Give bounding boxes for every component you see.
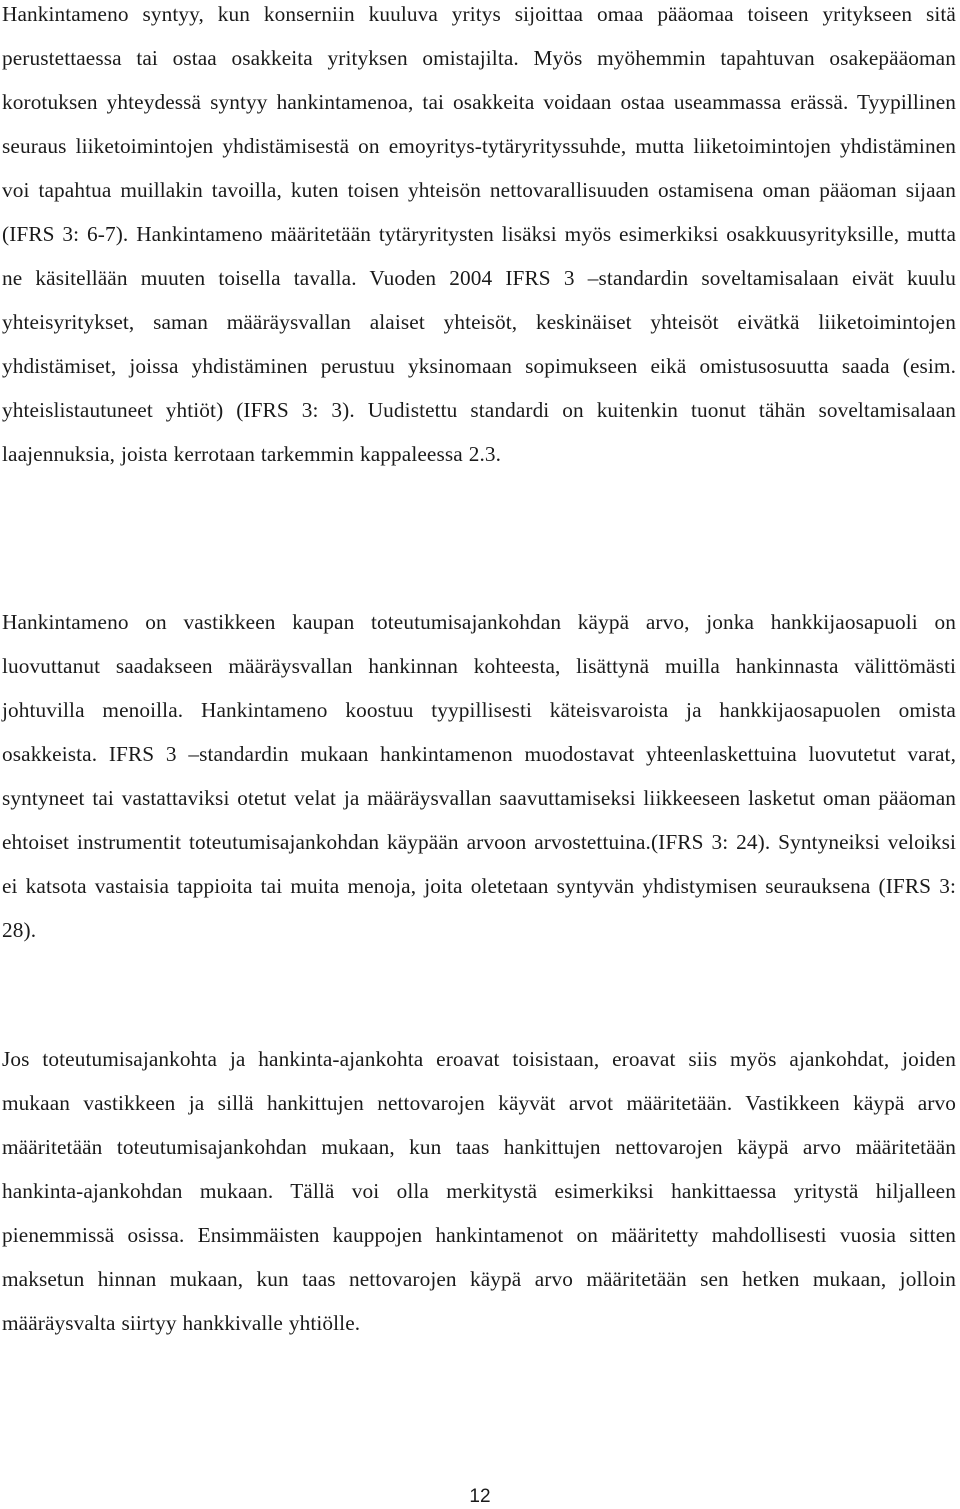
paragraph-acquisition-cost-origin: Hankintameno syntyy, kun konserniin kuuluva yritys sijoittaa omaa pääomaa toiseen yritykseen sitä perustettaessa tai ostaa osakkeita yrityksen omistajilta. Myös myöhemmin tapahtuvan osakepääoman korotuksen yhteydessä syntyy hankintamenoa, tai osakkeita voidaan ostaa useammassa erässä. Tyypillinen seuraus liiketoimintojen yhdistämisestä on emoyritys-tytäryrityssuhde, mutta liiketoimintojen yhdistäminen voi tapahtua muillakin tavoilla, kuten toisen yhteisön nettovarallisuuden ostamisena oman pääoman sijaan (IFRS 3: 6-7). Hankintameno määritetään tytäryritysten lisäksi myös esimerkiksi osakkuusyrityksille, mutta ne käsitellään muuten toisella tavalla. Vuoden 2004 IFRS 3 –standardin soveltamisalaan eivät kuulu yhteisyritykset, saman määräysvallan alaiset yhteisöt, keskinäiset yhteisöt eivätkä liiketoimintojen yhdistämiset, joissa yhdistäminen perustuu yksinomaan sopimukseen eikä omistusosuutta saada (esim. yhteislistautuneet yhtiöt) (IFRS 3: 3). Uudistettu standardi on kuitenkin tuonut tähän soveltamisalaan laajennuksia, joista kerrotaan tarkemmin kappaleessa 2.3. [2,2,956,466]
paragraph-acquisition-cost-definition: Hankintameno on vastikkeen kaupan toteutumisajankohdan käypä arvo, jonka hankkijaosapuoli on luovuttanut saadakseen määräysvallan hankinnan kohteesta, lisättynä muilla hankinnasta välittömästi johtuvilla menoilla. Hankintameno koostuu tyypillisesti käteisvaroista ja hankkijaosapuolen omista osakkeista. IFRS 3 –standardin mukaan hankintamenon muodostavat yhteenlaskettuina luovutetut varat, syntyneet tai vastattaviksi otetut velat ja määräysvallan saavuttamiseksi liikkeeseen lasketut oman pääoman ehtoiset instrumentit toteutumisajankohdan käypään arvoon arvostettuina.(IFRS 3: 24). Syntyneiksi veloiksi ei katsota vastaisia tappioita tai muita menoja, joita oletetaan syntyvän yhdistymisen seurauksena (IFRS 3: 28). [2,610,956,942]
paragraph-acquisition-dates: Jos toteutumisajankohta ja hankinta-ajankohta eroavat toisistaan, eroavat siis myös ajankohdat, joiden mukaan vastikkeen ja sillä hankittujen nettovarojen käyvät arvot määritetään. Vastikkeen käypä arvo määritetään toteutumisajankohdan mukaan, kun taas hankittujen nettovarojen käypä arvo määritetään hankinta-ajankohdan mukaan. Tällä voi olla merkitystä esimerkiksi hankittaessa yritystä hiljalleen pienemmissä osissa. Ensimmäisten kauppojen hankintamenot on määritetty mahdollisesti vuosia sitten maksetun hinnan mukaan, kun taas nettovarojen käypä arvo määritetään sen hetken mukaan, jolloin määräysvalta siirtyy hankkivalle yhtiölle. [2,1047,956,1335]
page-number: 12 [469,1486,491,1507]
